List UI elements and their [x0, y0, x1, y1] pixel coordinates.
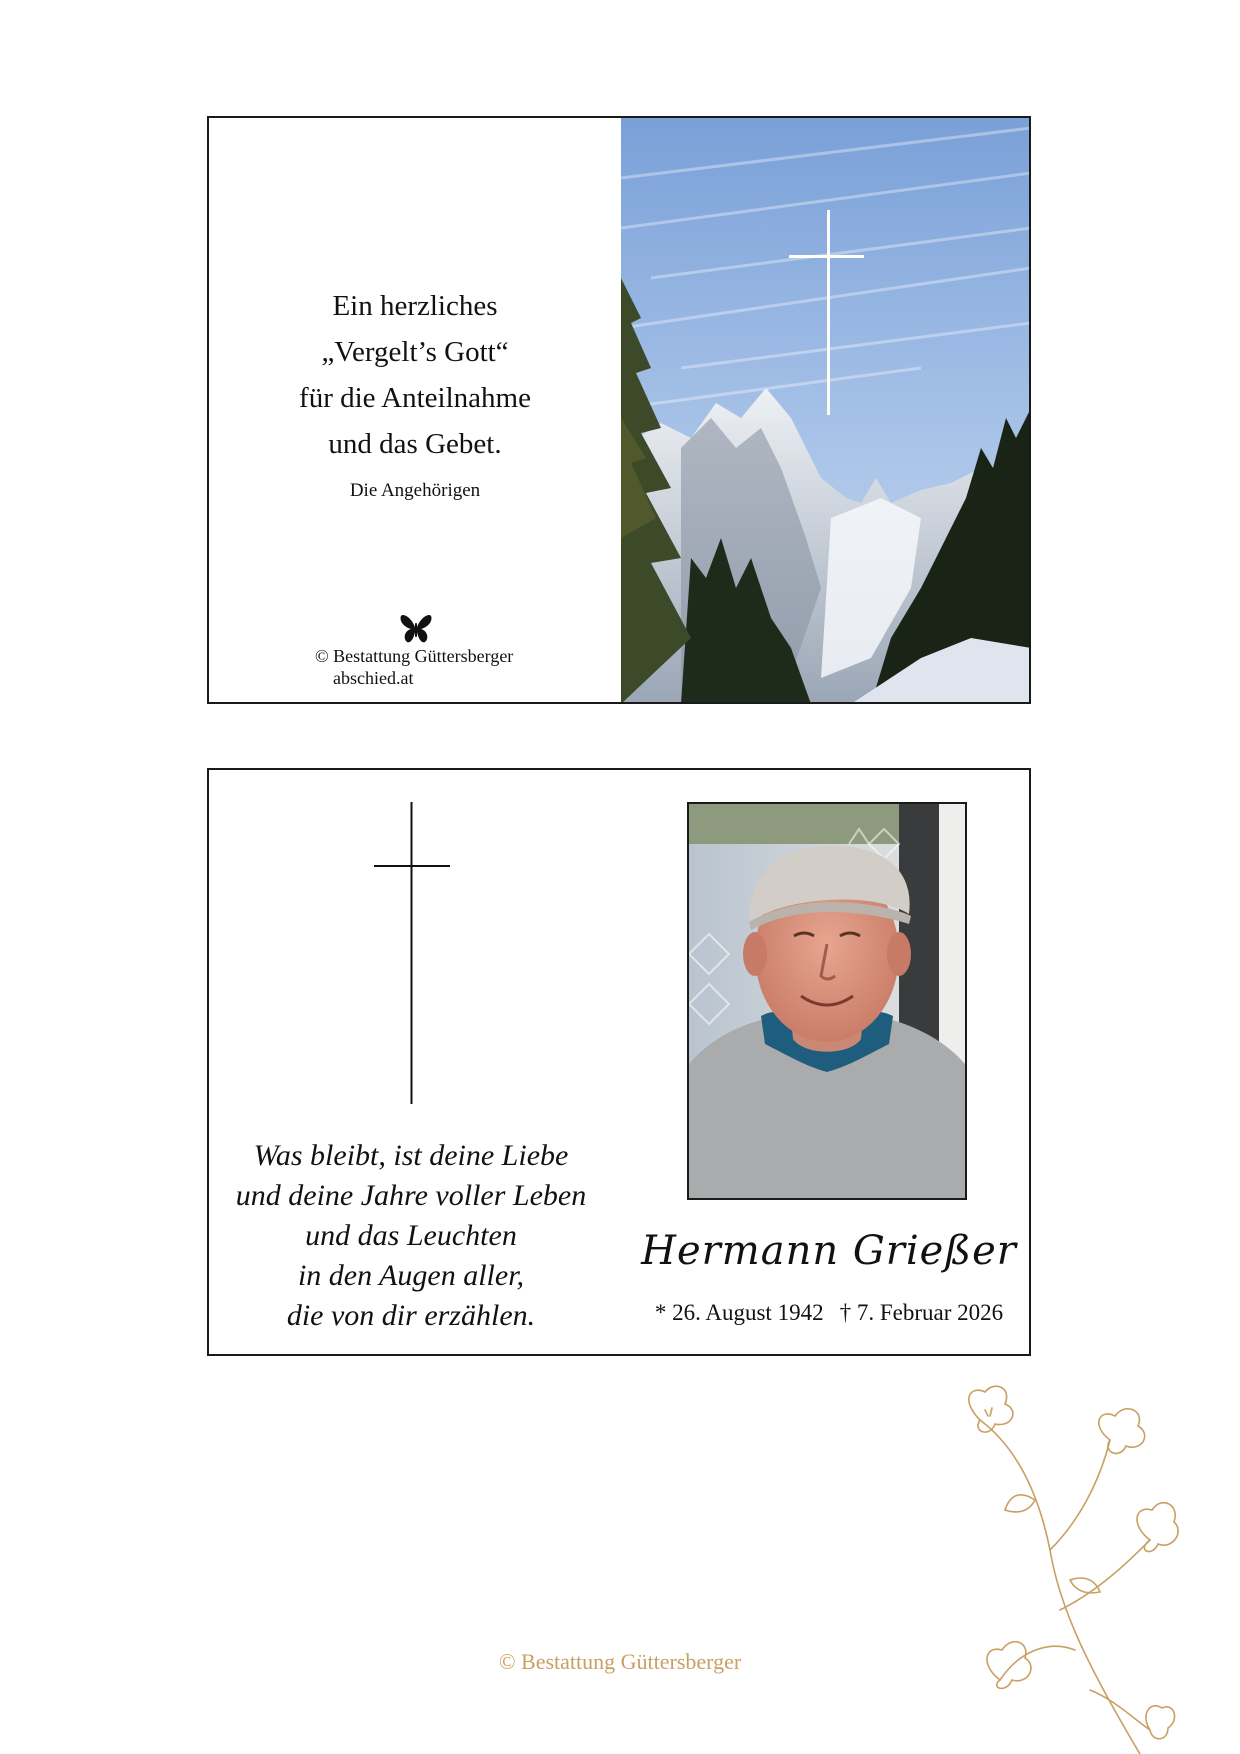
thank-you-line: für die Anteilnahme [299, 382, 531, 414]
thank-you-card [207, 116, 1031, 704]
life-dates [629, 1300, 1029, 1326]
thank-you-line: „Vergelt’s Gott“ [321, 336, 509, 368]
copyright-text: © Bestattung Güttersberger [315, 646, 514, 666]
funeral-home-credit [315, 645, 513, 689]
memorial-verse [217, 1136, 605, 1336]
verse-line: in den Augen aller, [297, 1259, 525, 1292]
verse-line: und das Leuchten [305, 1219, 517, 1252]
signature-family: Die Angehörigen [349, 480, 481, 501]
deceased-portrait-photo [687, 802, 967, 1200]
cross-icon [374, 802, 450, 1104]
thank-you-line: und das Gebet. [328, 428, 502, 460]
thank-you-line: Ein herzliches [332, 290, 498, 322]
website-link[interactable]: abschied.at [333, 668, 414, 688]
floral-decoration-icon [940, 1380, 1180, 1754]
portrait-illustration [689, 804, 965, 1198]
birth-date: * 26. August 1942 [654, 1300, 824, 1325]
mountain-landscape-image [621, 118, 1031, 704]
verse-line: die von dir erzählen. [286, 1299, 536, 1332]
memorial-card [207, 768, 1031, 1356]
deceased-name: Hermann Grießer [641, 1228, 1017, 1274]
verse-line: Was bleibt, ist deine Liebe [253, 1139, 569, 1172]
thank-you-message [209, 283, 621, 467]
butterfly-icon [399, 613, 433, 645]
death-date: † 7. Februar 2026 [839, 1300, 1004, 1325]
footer-copyright: © Bestattung Güttersberger [498, 1649, 742, 1674]
verse-line: und deine Jahre voller Leben [235, 1179, 587, 1212]
